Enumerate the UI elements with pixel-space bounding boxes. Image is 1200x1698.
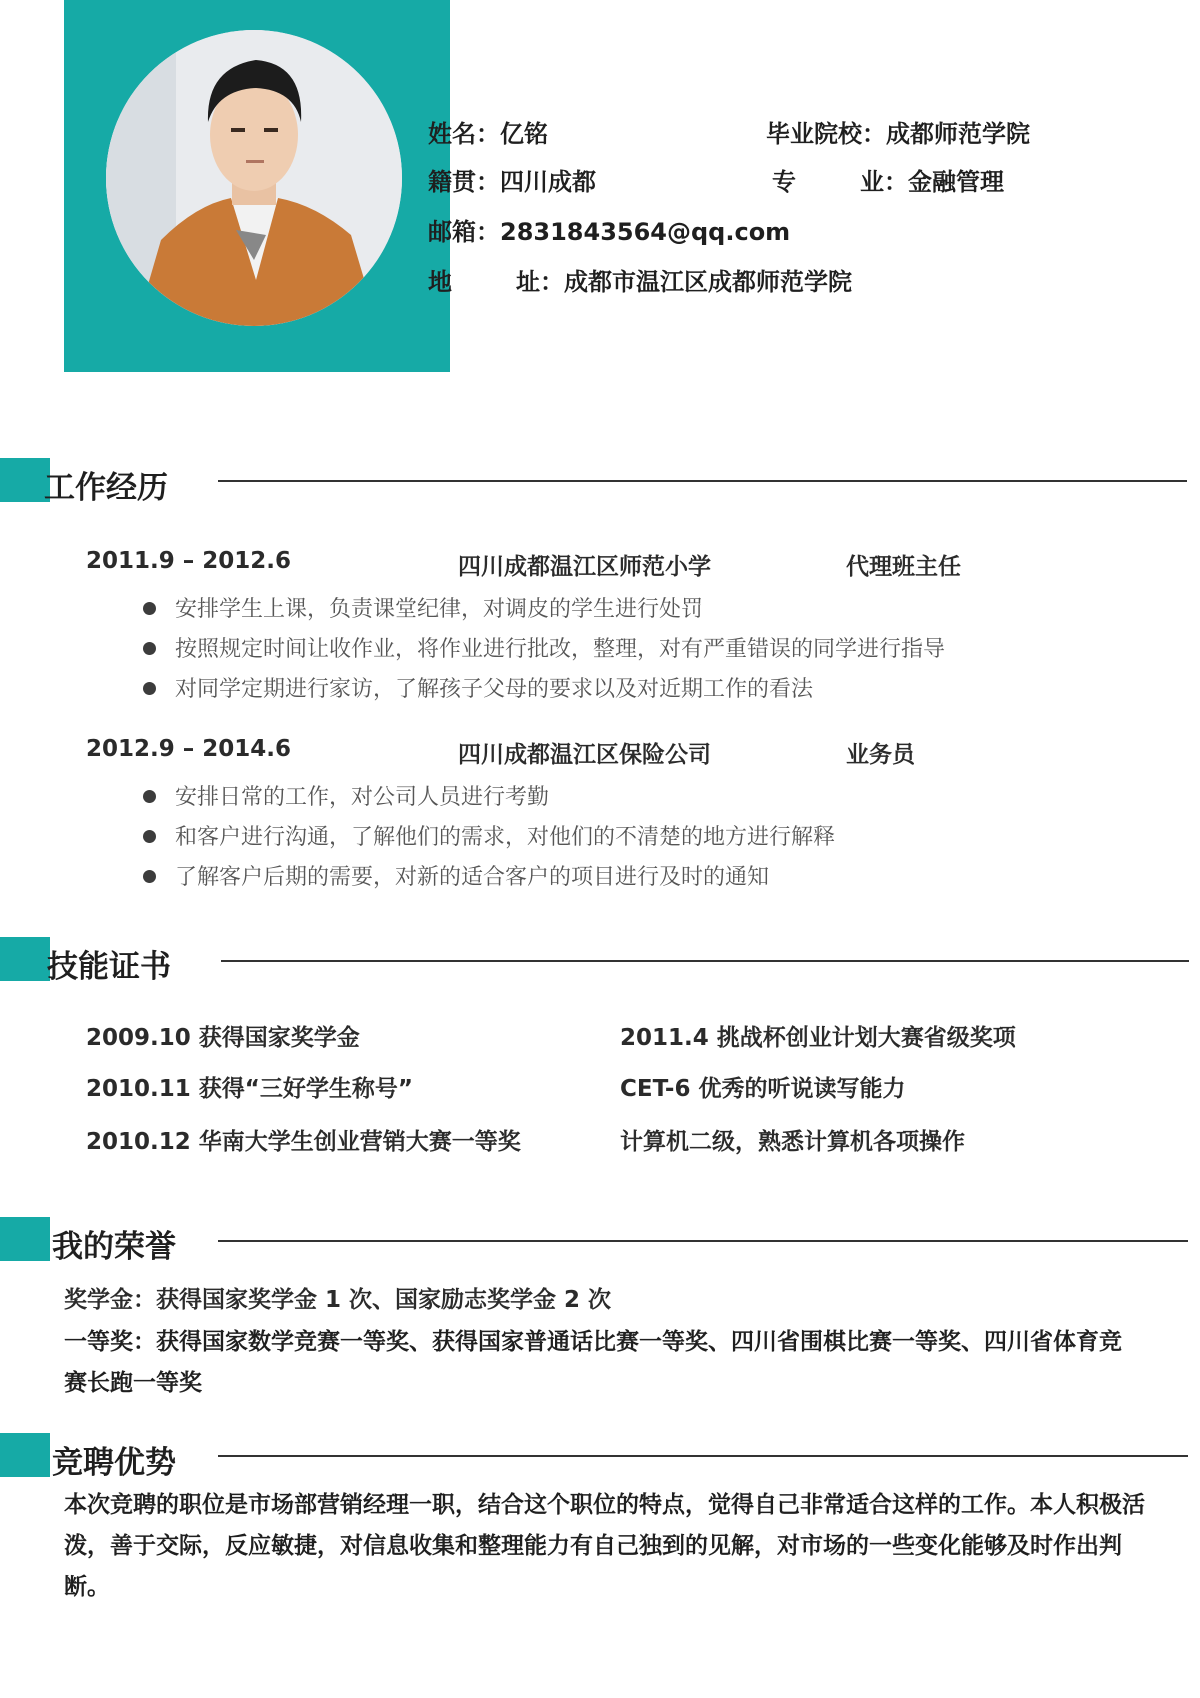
honors-section-rule <box>218 1240 1188 1242</box>
address-label-2: 址： <box>516 268 564 296</box>
skills-section-rule <box>221 960 1189 962</box>
honors-line-2: 一等奖：获得国家数学竞赛一等奖、获得国家普通话比赛一等奖、四川省围棋比赛一等奖、四川省体育竞赛长跑一等奖 <box>64 1329 1122 1396</box>
job-2-item-text: 了解客户后期的需要，对新的适合客户的项目进行及时的通知 <box>175 865 770 890</box>
address-row <box>428 262 852 297</box>
hometown-value: 四川成都 <box>500 168 596 196</box>
skills-section-title: 技能证书 <box>47 949 171 985</box>
address-label-1: 地 <box>428 268 452 296</box>
job-1-item-text: 对同学定期进行家访，了解孩子父母的要求以及对近期工作的看法 <box>175 677 814 702</box>
school-value: 成都师范学院 <box>886 120 1030 148</box>
advantage-section-marker <box>0 1433 50 1477</box>
honors-section-title: 我的荣誉 <box>52 1229 176 1265</box>
job-2-item <box>143 820 835 851</box>
major-label-1: 专 <box>772 168 796 196</box>
major-value: 金融管理 <box>908 168 1004 196</box>
advantage-text: 本次竞聘的职位是市场部营销经理一职，结合这个职位的特点，觉得自己非常适合这样的工作。本人积极活泼，善于交际，反应敏捷，对信息收集和整理能力有自己独到的见解，对市场的一些变化能够及时作出判断。 <box>64 1492 1145 1600</box>
honors-section-marker <box>0 1217 50 1261</box>
email-value: 2831843564@qq.com <box>500 218 791 246</box>
job-1-org: 四川成都温江区师范小学 <box>458 554 711 580</box>
bullet-dot <box>143 790 156 803</box>
photo-block <box>64 0 450 372</box>
bullet-dot <box>143 602 156 615</box>
job-1-period: 2011.9 – 2012.6 <box>86 548 292 574</box>
avatar <box>106 30 402 326</box>
cert-item: CET-6 优秀的听说读写能力 <box>620 1076 906 1102</box>
job-2-period: 2012.9 – 2014.6 <box>86 736 292 762</box>
school-label: 毕业院校： <box>766 120 886 148</box>
job-2-item-text: 安排日常的工作，对公司人员进行考勤 <box>175 785 550 810</box>
advantage-section-title: 竞聘优势 <box>52 1445 176 1481</box>
job-2-item <box>143 780 549 811</box>
job-1-role: 代理班主任 <box>846 554 961 580</box>
advantage-section-rule <box>218 1455 1188 1457</box>
job-1-item <box>143 592 703 623</box>
job-2-item <box>143 860 769 891</box>
name-value: 亿铭 <box>500 120 548 148</box>
cert-item: 2009.10 获得国家奖学金 <box>86 1025 360 1051</box>
name-row <box>428 114 548 149</box>
job-1-item <box>143 632 945 663</box>
job-1-item <box>143 672 813 703</box>
job-1-item-text: 安排学生上课，负责课堂纪律，对调皮的学生进行处罚 <box>175 597 704 622</box>
major-label-2: 业： <box>860 168 908 196</box>
job-1-item-text: 按照规定时间让收作业，将作业进行批改，整理，对有严重错误的同学进行指导 <box>175 637 946 662</box>
hometown-label: 籍贯： <box>428 168 500 196</box>
work-section-rule <box>218 480 1187 482</box>
work-section-title: 工作经历 <box>44 470 168 506</box>
job-2-role: 业务员 <box>846 742 915 768</box>
cert-item: 2011.4 挑战杯创业计划大赛省级奖项 <box>620 1025 1016 1051</box>
hometown-row <box>428 162 596 197</box>
bullet-dot <box>143 642 156 655</box>
cert-item: 2010.12 华南大学生创业营销大赛一等奖 <box>86 1129 521 1155</box>
school-row <box>766 114 1030 149</box>
email-row <box>428 212 790 247</box>
email-label: 邮箱： <box>428 218 500 246</box>
honors-line-1: 奖学金：获得国家奖学金 1 次、国家励志奖学金 2 次 <box>64 1287 612 1313</box>
job-2-item-text: 和客户进行沟通，了解他们的需求，对他们的不清楚的地方进行解释 <box>175 825 836 850</box>
skills-section-marker <box>0 937 50 981</box>
bullet-dot <box>143 870 156 883</box>
major-row <box>772 162 1004 197</box>
portrait-image <box>106 30 402 326</box>
job-2-org: 四川成都温江区保险公司 <box>458 742 711 768</box>
cert-item: 计算机二级，熟悉计算机各项操作 <box>620 1129 965 1155</box>
bullet-dot <box>143 682 156 695</box>
cert-item: 2010.11 获得“三好学生称号” <box>86 1076 413 1102</box>
work-section-marker <box>0 458 50 502</box>
bullet-dot <box>143 830 156 843</box>
address-value: 成都市温江区成都师范学院 <box>564 268 852 296</box>
name-label: 姓名： <box>428 120 500 148</box>
